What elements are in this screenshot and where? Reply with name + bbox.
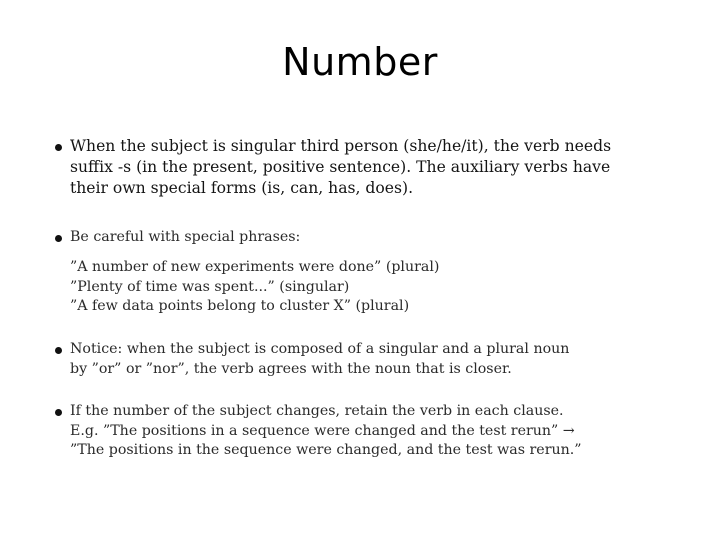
example-list bbox=[70, 258, 439, 317]
bullet-dot-icon bbox=[55, 235, 62, 242]
bullet-line: If the number of the subject changes, retain the verb in each clause. bbox=[70, 403, 564, 419]
example-line: ”A number of new experiments were done” (plural) bbox=[70, 259, 440, 275]
bullet-dot-icon bbox=[55, 409, 62, 416]
bullet-dot-icon bbox=[55, 144, 62, 151]
bullet-dot-icon bbox=[55, 347, 62, 354]
bullet-line: by ”or” or ”nor”, the verb agrees with the noun that is closer. bbox=[70, 360, 512, 377]
bullet-text bbox=[70, 228, 630, 315]
bullet-line: Be careful with special phrases: bbox=[70, 229, 301, 245]
bullet-text bbox=[70, 340, 630, 379]
bullet-line: Notice: when the subject is composed of a singular and a plural noun bbox=[70, 341, 570, 357]
bullet-line: ”The positions in the sequence were changed, and the test was rerun.” bbox=[70, 442, 582, 459]
bullet-text bbox=[70, 136, 630, 199]
slide-title: Number bbox=[282, 40, 438, 84]
example-line: ”A few data points belong to cluster X” (plural) bbox=[70, 298, 410, 315]
bullet-line: their own special forms (is, can, has, does). bbox=[70, 179, 414, 197]
bullet-line: suffix -s (in the present, positive sentence). The auxiliary verbs have bbox=[70, 158, 611, 176]
bullet-line: E.g. ”The positions in a sequence were changed and the test rerun” → bbox=[70, 422, 575, 439]
bullet-line: When the subject is singular third person (she/he/it), the verb needs bbox=[70, 137, 612, 155]
example-line: ”Plenty of time was spent...” (singular) bbox=[70, 278, 350, 295]
bullet-text bbox=[70, 402, 630, 461]
